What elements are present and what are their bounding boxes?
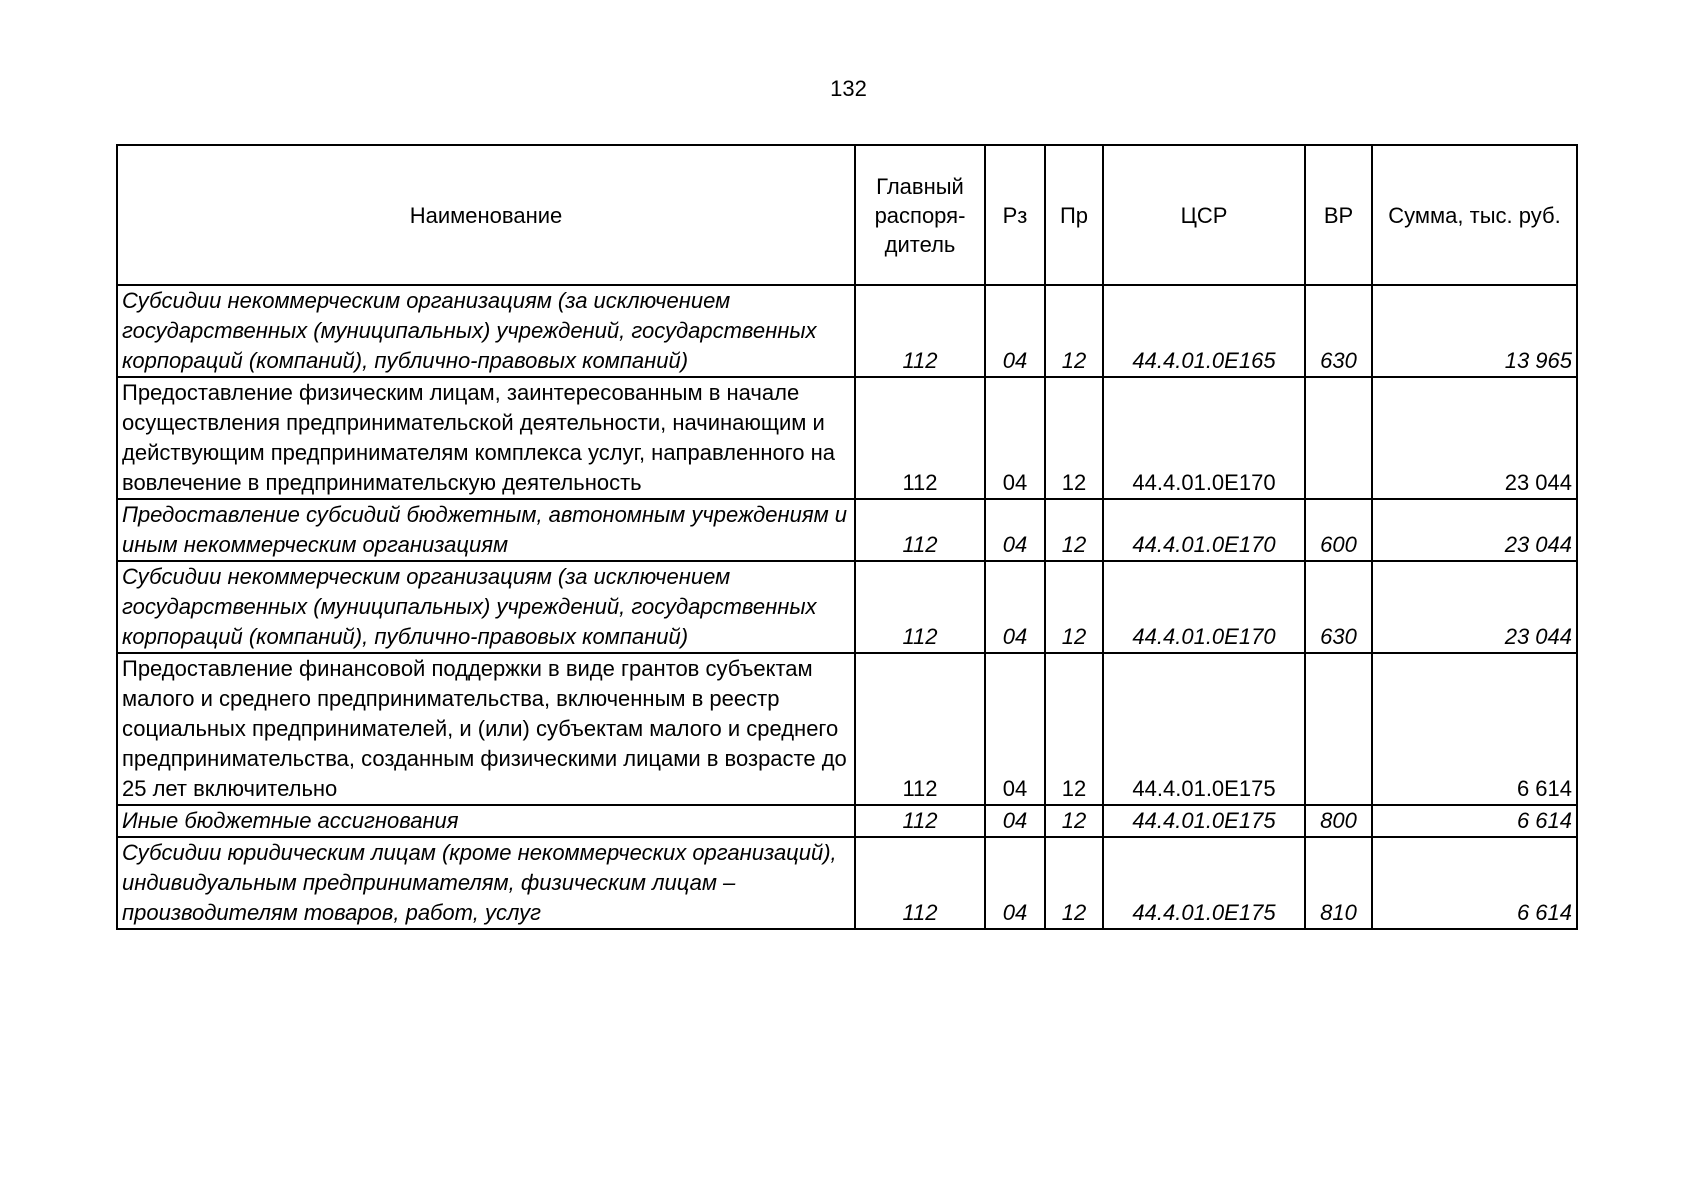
row-csr: 44.4.01.0Е170	[1103, 561, 1305, 653]
row-pr: 12	[1045, 653, 1103, 805]
row-name: Иные бюджетные ассигнования	[117, 805, 855, 837]
row-chief: 112	[855, 653, 985, 805]
row-name: Субсидии некоммерческим организациям (за исключением государственных (муниципальных) учреждений, государственных корпораций (компаний), публично-правовых компаний)	[117, 561, 855, 653]
header-vr: ВР	[1305, 145, 1372, 285]
row-chief: 112	[855, 805, 985, 837]
row-vr	[1305, 377, 1372, 499]
row-chief: 112	[855, 837, 985, 929]
row-pr: 12	[1045, 837, 1103, 929]
header-row	[117, 145, 1577, 285]
row-vr: 600	[1305, 499, 1372, 561]
row-csr: 44.4.01.0Е165	[1103, 285, 1305, 377]
row-csr: 44.4.01.0Е170	[1103, 499, 1305, 561]
row-vr: 810	[1305, 837, 1372, 929]
row-pr: 12	[1045, 499, 1103, 561]
row-name: Предоставление физическим лицам, заинтересованным в начале осуществления предпринимательской деятельности, начинающим и действующим предпринимателям комплекса услуг, направленного на вовлечение в предпринимательскую деятельность	[117, 377, 855, 499]
header-pr: Пр	[1045, 145, 1103, 285]
row-vr: 630	[1305, 561, 1372, 653]
budget-table	[116, 144, 1578, 930]
table-row	[117, 285, 1577, 377]
row-chief: 112	[855, 499, 985, 561]
row-sum: 23 044	[1372, 561, 1577, 653]
row-pr: 12	[1045, 561, 1103, 653]
table-row	[117, 653, 1577, 805]
table-row	[117, 377, 1577, 499]
row-pr: 12	[1045, 377, 1103, 499]
row-sum: 6 614	[1372, 653, 1577, 805]
row-rz: 04	[985, 561, 1045, 653]
row-chief: 112	[855, 561, 985, 653]
row-sum: 23 044	[1372, 499, 1577, 561]
row-rz: 04	[985, 499, 1045, 561]
row-rz: 04	[985, 377, 1045, 499]
row-vr: 630	[1305, 285, 1372, 377]
header-csr: ЦСР	[1103, 145, 1305, 285]
row-rz: 04	[985, 285, 1045, 377]
row-sum: 6 614	[1372, 805, 1577, 837]
header-rz: Рз	[985, 145, 1045, 285]
row-pr: 12	[1045, 805, 1103, 837]
table-row	[117, 561, 1577, 653]
table-row	[117, 499, 1577, 561]
row-name: Предоставление финансовой поддержки в виде грантов субъектам малого и среднего предпринимательства, включенным в реестр социальных предпринимателей, и (или) субъектам малого и среднего предпринимательства, созданным физическими лицами в возрасте до 25 лет включительно	[117, 653, 855, 805]
table-row	[117, 837, 1577, 929]
header-sum: Сумма, тыс. руб.	[1372, 145, 1577, 285]
row-rz: 04	[985, 653, 1045, 805]
row-name: Предоставление субсидий бюджетным, автономным учреждениям и иным некоммерческим организациям	[117, 499, 855, 561]
row-vr: 800	[1305, 805, 1372, 837]
row-rz: 04	[985, 805, 1045, 837]
row-csr: 44.4.01.0Е175	[1103, 653, 1305, 805]
table-row	[117, 805, 1577, 837]
row-sum: 6 614	[1372, 837, 1577, 929]
row-name: Субсидии юридическим лицам (кроме некоммерческих организаций), индивидуальным предпринимателям, физическим лицам – производителям товаров, работ, услуг	[117, 837, 855, 929]
row-rz: 04	[985, 837, 1045, 929]
row-chief: 112	[855, 377, 985, 499]
row-csr: 44.4.01.0Е175	[1103, 837, 1305, 929]
row-vr	[1305, 653, 1372, 805]
row-chief: 112	[855, 285, 985, 377]
row-sum: 13 965	[1372, 285, 1577, 377]
page-number: 132	[830, 76, 867, 101]
row-csr: 44.4.01.0Е170	[1103, 377, 1305, 499]
row-pr: 12	[1045, 285, 1103, 377]
header-name: Наименование	[117, 145, 855, 285]
row-csr: 44.4.01.0Е175	[1103, 805, 1305, 837]
row-name: Субсидии некоммерческим организациям (за исключением государственных (муниципальных) учреждений, государственных корпораций (компаний), публично-правовых компаний)	[117, 285, 855, 377]
header-chief-manager: Главный распоря-дитель	[855, 145, 985, 285]
row-sum: 23 044	[1372, 377, 1577, 499]
